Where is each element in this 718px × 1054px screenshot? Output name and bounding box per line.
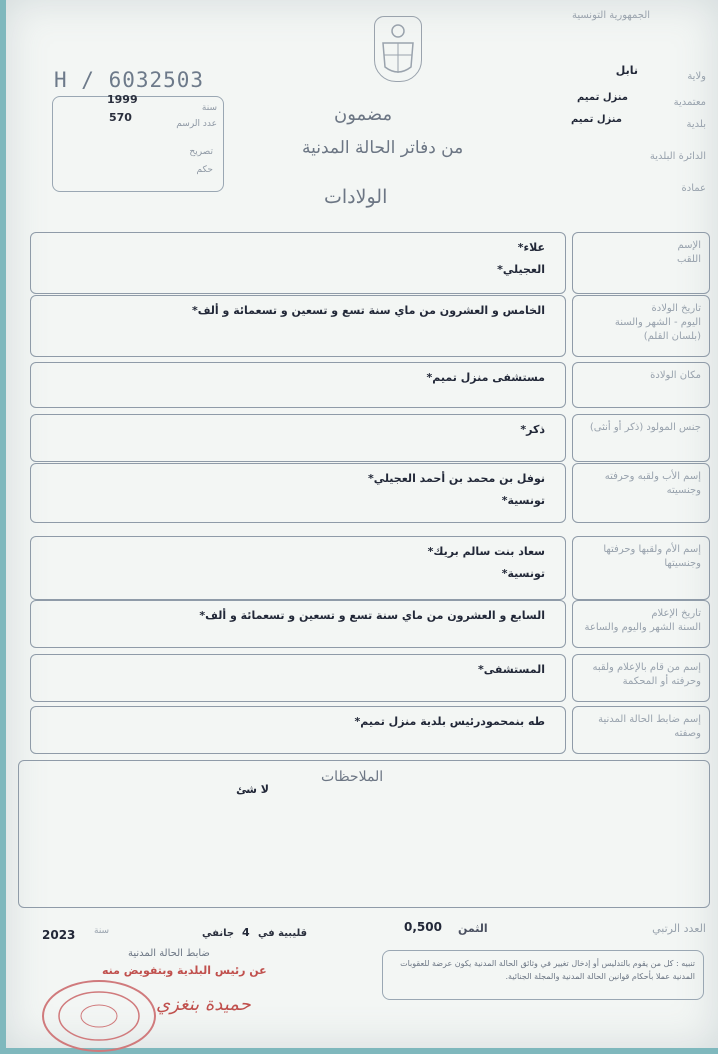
field-value-box (30, 232, 566, 294)
field-label: مكان الولادة (650, 370, 701, 381)
legal-notice-box (382, 950, 704, 1000)
officer-title: ضابط الحالة المدنية (128, 948, 210, 959)
title-line2: من دفاتر الحالة المدنية (302, 138, 464, 158)
serial-label: العدد الرتبي (652, 922, 706, 935)
field-value: السابع و العشرون من ماي سنة تسع و تسعين و تسعمائة و ألف* (199, 609, 545, 622)
date-day: 4 (242, 926, 250, 939)
field-label-box (572, 463, 710, 523)
field-value-box (30, 654, 566, 702)
remarks-value: لا شئ (236, 783, 269, 796)
field-value-box (30, 536, 566, 600)
year-footer-value: 2023 (42, 928, 76, 942)
field-value: ذكر* (520, 423, 545, 436)
field-value: المستشفى* (478, 663, 545, 676)
remarks-label: الملاحظات (321, 769, 384, 785)
field-value-box (30, 362, 566, 408)
field-label: إسم من قام بالإعلام ولقبه وحرفته أو المحكمة (592, 662, 701, 687)
field-label: الإسم اللقب (676, 240, 701, 265)
field-value: نوفل بن محمد بن أحمد العجيلي* تونسية* (367, 472, 545, 507)
year-label: سنة (201, 103, 217, 113)
field-label-box (572, 600, 710, 648)
record-number-label: عدد الرسم (176, 119, 217, 129)
republic-header: الجمهورية التونسية (572, 10, 651, 21)
field-label: إسم ضابط الحالة المدنية وصفته (598, 714, 701, 739)
field-value: سعاد بنت سالم بريك* تونسية* (427, 545, 545, 580)
field-label: تاريخ الإعلام السنة الشهر واليوم والساعة (584, 608, 701, 633)
field-value: طه بنمحمودرئيس بلدية منزل تميم* (354, 715, 545, 728)
mootamadia-label: معتمدية (673, 97, 706, 108)
date-month: جانفي (202, 928, 235, 939)
baladia-label: بلدية (686, 119, 706, 130)
year-value: 1999 (107, 93, 138, 106)
field-value-box (30, 414, 566, 462)
record-number: 570 (109, 111, 132, 124)
declaration-label: تصريح (189, 147, 213, 157)
field-label-box (572, 706, 710, 754)
field-value-box (30, 600, 566, 648)
delegate-text: عن رئيس البلدية وبتفويض منه (102, 964, 267, 977)
mootamadia-value: منزل تميم (576, 92, 628, 103)
field-label-box (572, 654, 710, 702)
official-stamp-icon (42, 980, 156, 1052)
certificate-paper (6, 0, 718, 1048)
judgement-label: حكم (196, 165, 213, 175)
section-title: الولادات (324, 186, 388, 208)
field-label: إسم الأم ولقبها وحرفتها وجنسيتها (603, 544, 701, 569)
title-line1: مضمون (334, 104, 393, 125)
year-footer-label: سنة (94, 926, 110, 936)
price-label: الثمن (458, 922, 488, 935)
wilaya-value: نابل (615, 64, 638, 77)
field-label: تاريخ الولادة اليوم - الشهر والسنة (بلسان القلم) (614, 303, 701, 342)
field-value-box (30, 706, 566, 754)
field-value: مستشفى منزل تميم* (426, 371, 545, 384)
signature: حميدة بنغزي (156, 994, 251, 1015)
date-place: قليبية في (258, 928, 308, 939)
price-value: 0,500 (404, 920, 442, 934)
baladia-value: منزل تميم (570, 114, 622, 125)
field-value-box (30, 463, 566, 523)
imada-label: عمادة (681, 183, 706, 194)
field-value: الخامس و العشرون من ماي سنة تسع و تسعين و تسعمائة و ألف* (191, 304, 545, 317)
record-box (52, 93, 224, 192)
field-label-box (572, 536, 710, 600)
serial-number: H / 6032503 (54, 68, 205, 92)
legal-notice-text: تنبيه : كل من يقوم بالتدليس أو إدخال تغيير في وثائق الحالة المدنية يكون عرضة للعقوبات المدنية عملا بأحكام قوانين الحالة المدنية والمجلة الجنائية. (400, 959, 695, 981)
field-label: إسم الأب ولقبه وحرفته وجنسيته (604, 471, 701, 496)
field-label-box (572, 414, 710, 462)
daira-label: الدائرة البلدية (649, 151, 706, 162)
field-label-box (572, 295, 710, 357)
field-value: علاء* العجيلي* (497, 241, 545, 276)
tunisia-emblem-icon (374, 16, 422, 82)
remarks-box (18, 760, 710, 908)
field-value-box (30, 295, 566, 357)
field-label-box (572, 232, 710, 294)
field-label-box (572, 362, 710, 408)
field-label: جنس المولود (ذكر أو أنثى) (589, 422, 701, 433)
wilaya-label: ولاية (687, 71, 706, 82)
